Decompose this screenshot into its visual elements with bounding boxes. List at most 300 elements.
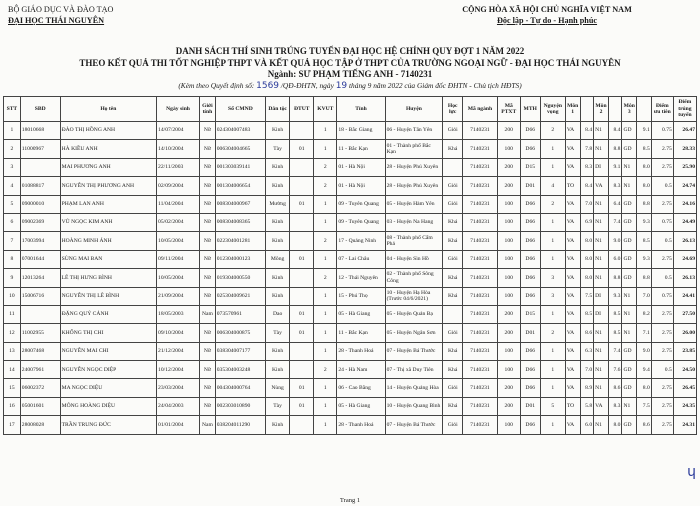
table-cell: 24007961 [20,361,60,379]
table-cell: 9.0 [637,342,652,360]
table-row [4,416,697,434]
table-cell: 11 - Bắc Kạn [337,140,385,158]
table-cell: 05 - Huyện Hàm Yên [385,195,443,213]
table-cell: 2.75 [651,342,673,360]
table-cell: 7 [4,232,21,250]
table-cell: 7.1 [637,324,652,342]
table-cell: 1 [314,122,337,140]
table-cell: D66 [520,195,540,213]
column-header: Dân tộc [266,97,290,122]
table-cell: 1 [540,342,565,360]
table-cell: Khá [443,361,463,379]
table-cell: 006304000875 [215,324,265,342]
table-cell: VA [565,140,580,158]
column-header [637,97,652,122]
table-cell [290,287,314,305]
table-cell: VA [565,213,580,231]
title-line-2: THEO KẾT QUẢ THI TỐT NGHIỆP THPT VÀ KẾT QUẢ HỌC TẬP Ở THPT CỦA TRƯỜNG NGOẠI NGỮ - ĐẠI HỌC THÁI NGUYÊN [79,57,621,68]
table-cell [290,269,314,287]
table-cell: 12 - Thái Nguyên [337,269,385,287]
table-cell: ĐÀO THỊ HỒNG ANH [60,122,156,140]
table-cell: 24.50 [673,361,696,379]
table-cell: 1 [314,379,337,397]
table-cell: PHẠM LAN ANH [60,195,156,213]
table-cell: 025304009621 [215,287,265,305]
table-cell: 14/07/2004 [157,122,200,140]
table-cell: Mông [266,250,290,268]
table-cell: 23.85 [673,342,696,360]
table-cell: 8.4 [580,177,594,195]
table-cell: 7140231 [463,177,498,195]
table-cell: 25.90 [673,158,696,176]
table-cell: 1 [540,361,565,379]
table-cell [290,232,314,250]
table-row [4,195,697,213]
table-cell: 001304006654 [215,177,265,195]
table-cell: 1 [314,250,337,268]
table-cell: N1 [622,324,637,342]
table-cell: GD [622,250,637,268]
table-cell: 8.0 [580,232,594,250]
table-cell: 7140231 [463,305,498,323]
table-cell: 8.0 [608,416,622,434]
table-cell: D15 [520,305,540,323]
table-cell: 0.5 [651,361,673,379]
table-cell: 12 [4,324,21,342]
table-cell: 8.3 [608,397,622,415]
table-cell: 18/05/2003 [157,305,200,323]
table-cell: Nữ [200,287,216,305]
table-cell: Giỏi [443,379,463,397]
column-header: Học lực [443,97,463,122]
table-cell: 9.3 [608,287,622,305]
table-cell: 1 [314,213,337,231]
table-cell: Nữ [200,397,216,415]
table-cell: 2 [314,361,337,379]
table-cell: Kinh [266,122,290,140]
table-cell: 2 [314,158,337,176]
column-header: MTH [520,97,540,122]
table-cell: 18010668 [20,122,60,140]
table-cell: D66 [520,250,540,268]
table-cell: Tày [266,397,290,415]
table-cell: 3 [540,269,565,287]
table-cell: MÔNG HOÀNG DIỆU [60,397,156,415]
table-cell: 1 [540,213,565,231]
column-header: Môn 2 [594,97,609,122]
column-header: Môn 1 [565,97,580,122]
table-cell: 1 [314,195,337,213]
table-cell: N1 [594,195,609,213]
table-cell: 2.75 [651,416,673,434]
column-header: KVUT [314,97,337,122]
table-cell [290,342,314,360]
table-cell: DI [594,158,609,176]
table-cell: 1 [314,324,337,342]
table-cell: 7140231 [463,213,498,231]
table-cell: GD [622,122,637,140]
table-cell: 5 [4,195,21,213]
table-cell: 6.9 [580,213,594,231]
table-cell: 008304000967 [215,195,265,213]
table-row [4,232,697,250]
table-cell: 21/12/2004 [157,342,200,360]
table-cell: Khá [443,269,463,287]
table-cell [20,158,60,176]
table-cell: D01 [520,397,540,415]
table-cell: 1 [540,379,565,397]
table-cell: N1 [594,361,609,379]
table-row [4,140,697,158]
table-cell: 8.9 [580,379,594,397]
table-cell: 0.75 [651,122,673,140]
table-cell: 11 - Bắc Kạn [337,324,385,342]
table-cell: N1 [594,416,609,434]
table-cell: VA [565,342,580,360]
table-row [4,158,697,176]
table-cell: D66 [520,122,540,140]
table-cell: 1 [314,416,337,434]
table-cell: N1 [622,158,637,176]
table-cell: 05/02/2004 [157,213,200,231]
table-cell: VA [565,305,580,323]
table-cell: 2 [314,269,337,287]
table-cell: 200 [497,379,520,397]
table-cell: 8.8 [608,269,622,287]
table-cell: 8.5 [608,305,622,323]
table-cell: 006304004665 [215,140,265,158]
table-cell: 06 - Cao Bằng [337,379,385,397]
table-cell: 7140231 [463,361,498,379]
table-cell: 2.75 [651,140,673,158]
table-cell: 11/04/2004 [157,195,200,213]
table-cell: 24 - Hà Nam [337,361,385,379]
table-cell: 200 [497,305,520,323]
table-cell: 06 - Huyện Tân Yên [385,122,443,140]
table-cell: D66 [520,379,540,397]
table-cell: 9.4 [637,361,652,379]
table-cell [20,305,60,323]
table-cell: 8.8 [608,140,622,158]
table-cell: Giỏi [443,195,463,213]
table-cell: Kinh [266,361,290,379]
table-cell: 2 [540,324,565,342]
table-cell: N1 [622,177,637,195]
table-cell: 24.31 [673,416,696,434]
table-cell: 6 [4,213,21,231]
table-cell: 2 [540,122,565,140]
column-header: Huyện [385,97,443,122]
table-cell: TO [565,397,580,415]
table-cell: TO [565,177,580,195]
table-cell: 7140231 [463,342,498,360]
table-cell: 18 - Bắc Giang [337,122,385,140]
signature-mark: ɥ [687,464,696,480]
table-cell: 07 - Huyện Bá Thước [385,416,443,434]
table-cell: 8.4 [580,122,594,140]
table-cell: 6.0 [608,250,622,268]
table-cell: 2 [314,177,337,195]
table-cell: 24.74 [673,177,696,195]
university-name: ĐẠI HỌC THÁI NGUYÊN [8,16,105,25]
table-cell: VA [565,232,580,250]
table-cell: GD [622,379,637,397]
table-cell: 7140231 [463,250,498,268]
table-row [4,305,697,323]
table-cell: 8.0 [637,177,652,195]
table-cell: 7.5 [580,287,594,305]
table-cell: 0.5 [651,269,673,287]
table-cell: 01 [290,397,314,415]
table-cell: Khá [443,140,463,158]
table-cell: NGUYỄN THỊ LÊ BÌNH [60,287,156,305]
header-right [402,4,692,26]
table-cell: 24.69 [673,250,696,268]
table-cell: Kinh [266,287,290,305]
column-header: ĐTUT [290,97,314,122]
table-cell: 2.75 [651,195,673,213]
table-cell: VŨ NGỌC KIM ANH [60,213,156,231]
table-cell: 14/10/2004 [157,140,200,158]
table-cell: 01 [290,324,314,342]
table-cell: HOÀNG MINH ÁNH [60,232,156,250]
table-cell: 1 [314,305,337,323]
table-cell: 27.50 [673,305,696,323]
table-cell: 26.45 [673,379,696,397]
table-cell: 01 - Thành phố Bắc Kạn [385,140,443,158]
table-row [4,397,697,415]
column-header: Họ tên [60,97,156,122]
table-cell: 05 - Huyện Ngân Sơn [385,324,443,342]
table-cell: 22/11/2003 [157,158,200,176]
table-cell: D66 [520,140,540,158]
decision-number: 1569 [256,81,280,91]
table-cell: 038204011290 [215,416,265,434]
table-cell: Khá [443,287,463,305]
table-cell: 100 [497,342,520,360]
table-cell: Nữ [200,177,216,195]
table-cell: DI [594,305,609,323]
table-row [4,122,697,140]
table-cell: N1 [594,140,609,158]
table-cell: 11 [4,305,21,323]
table-cell: 15 [4,379,21,397]
table-cell: 7140231 [463,140,498,158]
page-footer: Trang 1 [339,497,361,504]
table-cell: 28 - Huyện Phú Xuyên [385,177,443,195]
title-line-1: DANH SÁCH THÍ SINH TRÚNG TUYỂN ĐẠI HỌC HỆ CHÍNH QUY ĐỢT 1 NĂM 2022 [175,46,525,56]
table-cell: GD [622,361,637,379]
table-cell [290,416,314,434]
table-cell: 7.6 [608,361,622,379]
table-cell: 200 [497,177,520,195]
table-cell: 8.0 [580,269,594,287]
table-cell: GD [622,140,637,158]
table-cell: 05 - Hà Giang [337,397,385,415]
table-cell: 07 - Huyện Bá Thước [385,342,443,360]
decision-day: 19 [335,81,348,91]
table-cell: 035304003248 [215,361,265,379]
table-cell: N1 [622,287,637,305]
table-cell: 01 [290,379,314,397]
column-header: Tỉnh [337,97,385,122]
table-cell: 04 - Huyện Sìn Hồ [385,250,443,268]
table-cell: NGUYỄN MAI CHI [60,342,156,360]
table-cell: TRẦN TRUNG ĐỨC [60,416,156,434]
table-cell: 2.75 [651,158,673,176]
table-cell: 7140231 [463,122,498,140]
table-cell: 8.6 [580,324,594,342]
table-cell: 2 [540,195,565,213]
table-cell: Nữ [200,324,216,342]
table-cell: 26.13 [673,232,696,250]
table-cell: 1 [540,232,565,250]
table-row [4,213,697,231]
table-cell: D66 [520,213,540,231]
table-cell: 28008028 [20,416,60,434]
table-cell: Giỏi [443,122,463,140]
table-cell: 08 - Thành phố Cẩm Phả [385,232,443,250]
table-cell: 8.3 [580,158,594,176]
table-cell: 100 [497,140,520,158]
table-cell: 7140231 [463,195,498,213]
admission-table [3,96,697,435]
table-cell: D66 [520,342,540,360]
table-cell: Nùng [266,379,290,397]
table-cell: 8.4 [608,122,622,140]
table-cell: 7140231 [463,416,498,434]
table-cell: 17 - Quảng Ninh [337,232,385,250]
table-cell: Giỏi [443,250,463,268]
table-cell: 24.35 [673,397,696,415]
table-cell: Nam [200,305,216,323]
table-cell: N1 [594,232,609,250]
table-cell: VA [594,177,609,195]
table-cell: Kinh [266,232,290,250]
table-cell: N1 [594,324,609,342]
table-cell: 11002955 [20,324,60,342]
column-header: Điểm ưu tiên [651,97,673,122]
table-cell: 8.5 [637,232,652,250]
table-cell: 001303039141 [215,158,265,176]
table-cell: GD [622,342,637,360]
table-cell: 022304001281 [215,232,265,250]
table-cell: 15 - Phú Thọ [337,287,385,305]
table-cell: 1 [314,287,337,305]
table-cell: VA [565,361,580,379]
table-cell [290,177,314,195]
table-cell: Kinh [266,213,290,231]
table-cell: DI [594,287,609,305]
table-row [4,287,697,305]
table-cell: 100 [497,213,520,231]
table-cell: LÊ THỊ HƯNG BÌNH [60,269,156,287]
table-cell: 8.3 [608,177,622,195]
table-cell: D66 [520,232,540,250]
table-cell: 002303010890 [215,397,265,415]
table-cell: 24.41 [673,287,696,305]
table-cell: 004304000764 [215,379,265,397]
table-cell: 9.1 [608,158,622,176]
table-cell: 05001601 [20,397,60,415]
table-cell: Kinh [266,158,290,176]
column-header [608,97,622,122]
table-cell: 038304007177 [215,342,265,360]
table-cell: GD [622,195,637,213]
table-cell: 1 [314,140,337,158]
table-cell: 05 - Huyện Quản Bạ [385,305,443,323]
table-cell: Giỏi [443,324,463,342]
table-cell: 7.8 [580,140,594,158]
table-cell: Mường [266,195,290,213]
table-cell: N1 [622,397,637,415]
table-cell: 07 - Thị xã Duy Tiên [385,361,443,379]
table-cell: 28 - Huyện Phú Xuyên [385,158,443,176]
table-cell: 2 [314,232,337,250]
table-cell: 200 [497,158,520,176]
table-cell: 8.8 [637,195,652,213]
table-cell: Nữ [200,140,216,158]
decision-reference: (Kèm theo Quyết định số: 1569 /QĐ-ĐHTN, ngày 19 tháng 9 năm 2022 của Giám đốc ĐHTN - Chủ tịch HĐTS) [178,81,522,91]
table-cell: 0.75 [651,213,673,231]
table-cell: Kinh [266,177,290,195]
table-cell: 100 [497,232,520,250]
table-cell: Nữ [200,213,216,231]
table-cell: Nữ [200,195,216,213]
table-cell: N1 [594,269,609,287]
table-cell: NGUYỄN NGỌC DIỆP [60,361,156,379]
column-header: Mã PTXT [497,97,520,122]
column-header: Điểm trúng tuyển [673,97,696,122]
table-cell: 16 [4,397,21,415]
table-cell: 8.2 [637,305,652,323]
table-cell: Nữ [200,379,216,397]
table-cell: 1 [4,122,21,140]
table-cell: 3 [4,158,21,176]
table-cell: 9.1 [637,122,652,140]
table-cell: 09/10/2004 [157,324,200,342]
table-cell: 10/05/2004 [157,232,200,250]
table-cell: 7.0 [580,361,594,379]
table-row [4,250,697,268]
table-cell: 4 [4,177,21,195]
table-cell: 15006716 [20,287,60,305]
table-cell: 1 [314,342,337,360]
document-title [0,46,700,81]
table-cell: VA [565,195,580,213]
table-cell: 3 [540,287,565,305]
table-cell [290,122,314,140]
table-cell: 8.0 [580,250,594,268]
column-header: Số CMND [215,97,265,122]
table-cell: 26.13 [673,269,696,287]
table-cell: GD [622,213,637,231]
table-cell: 012304000123 [215,250,265,268]
table-cell: 8.0 [637,379,652,397]
table-cell: 10 - Huyện Quang Bình [385,397,443,415]
table-cell: 7140231 [463,324,498,342]
table-cell: 7140231 [463,397,498,415]
table-cell: D15 [520,158,540,176]
table-cell: 7140231 [463,379,498,397]
table-cell: 13 [4,342,21,360]
table-cell: 1 [314,397,337,415]
table-cell: 09/11/2004 [157,250,200,268]
ministry-name: BỘ GIÁO DỤC VÀ ĐÀO TẠO [8,5,114,14]
table-header-row [4,97,697,122]
table-cell: 01 [290,305,314,323]
table-row [4,379,697,397]
